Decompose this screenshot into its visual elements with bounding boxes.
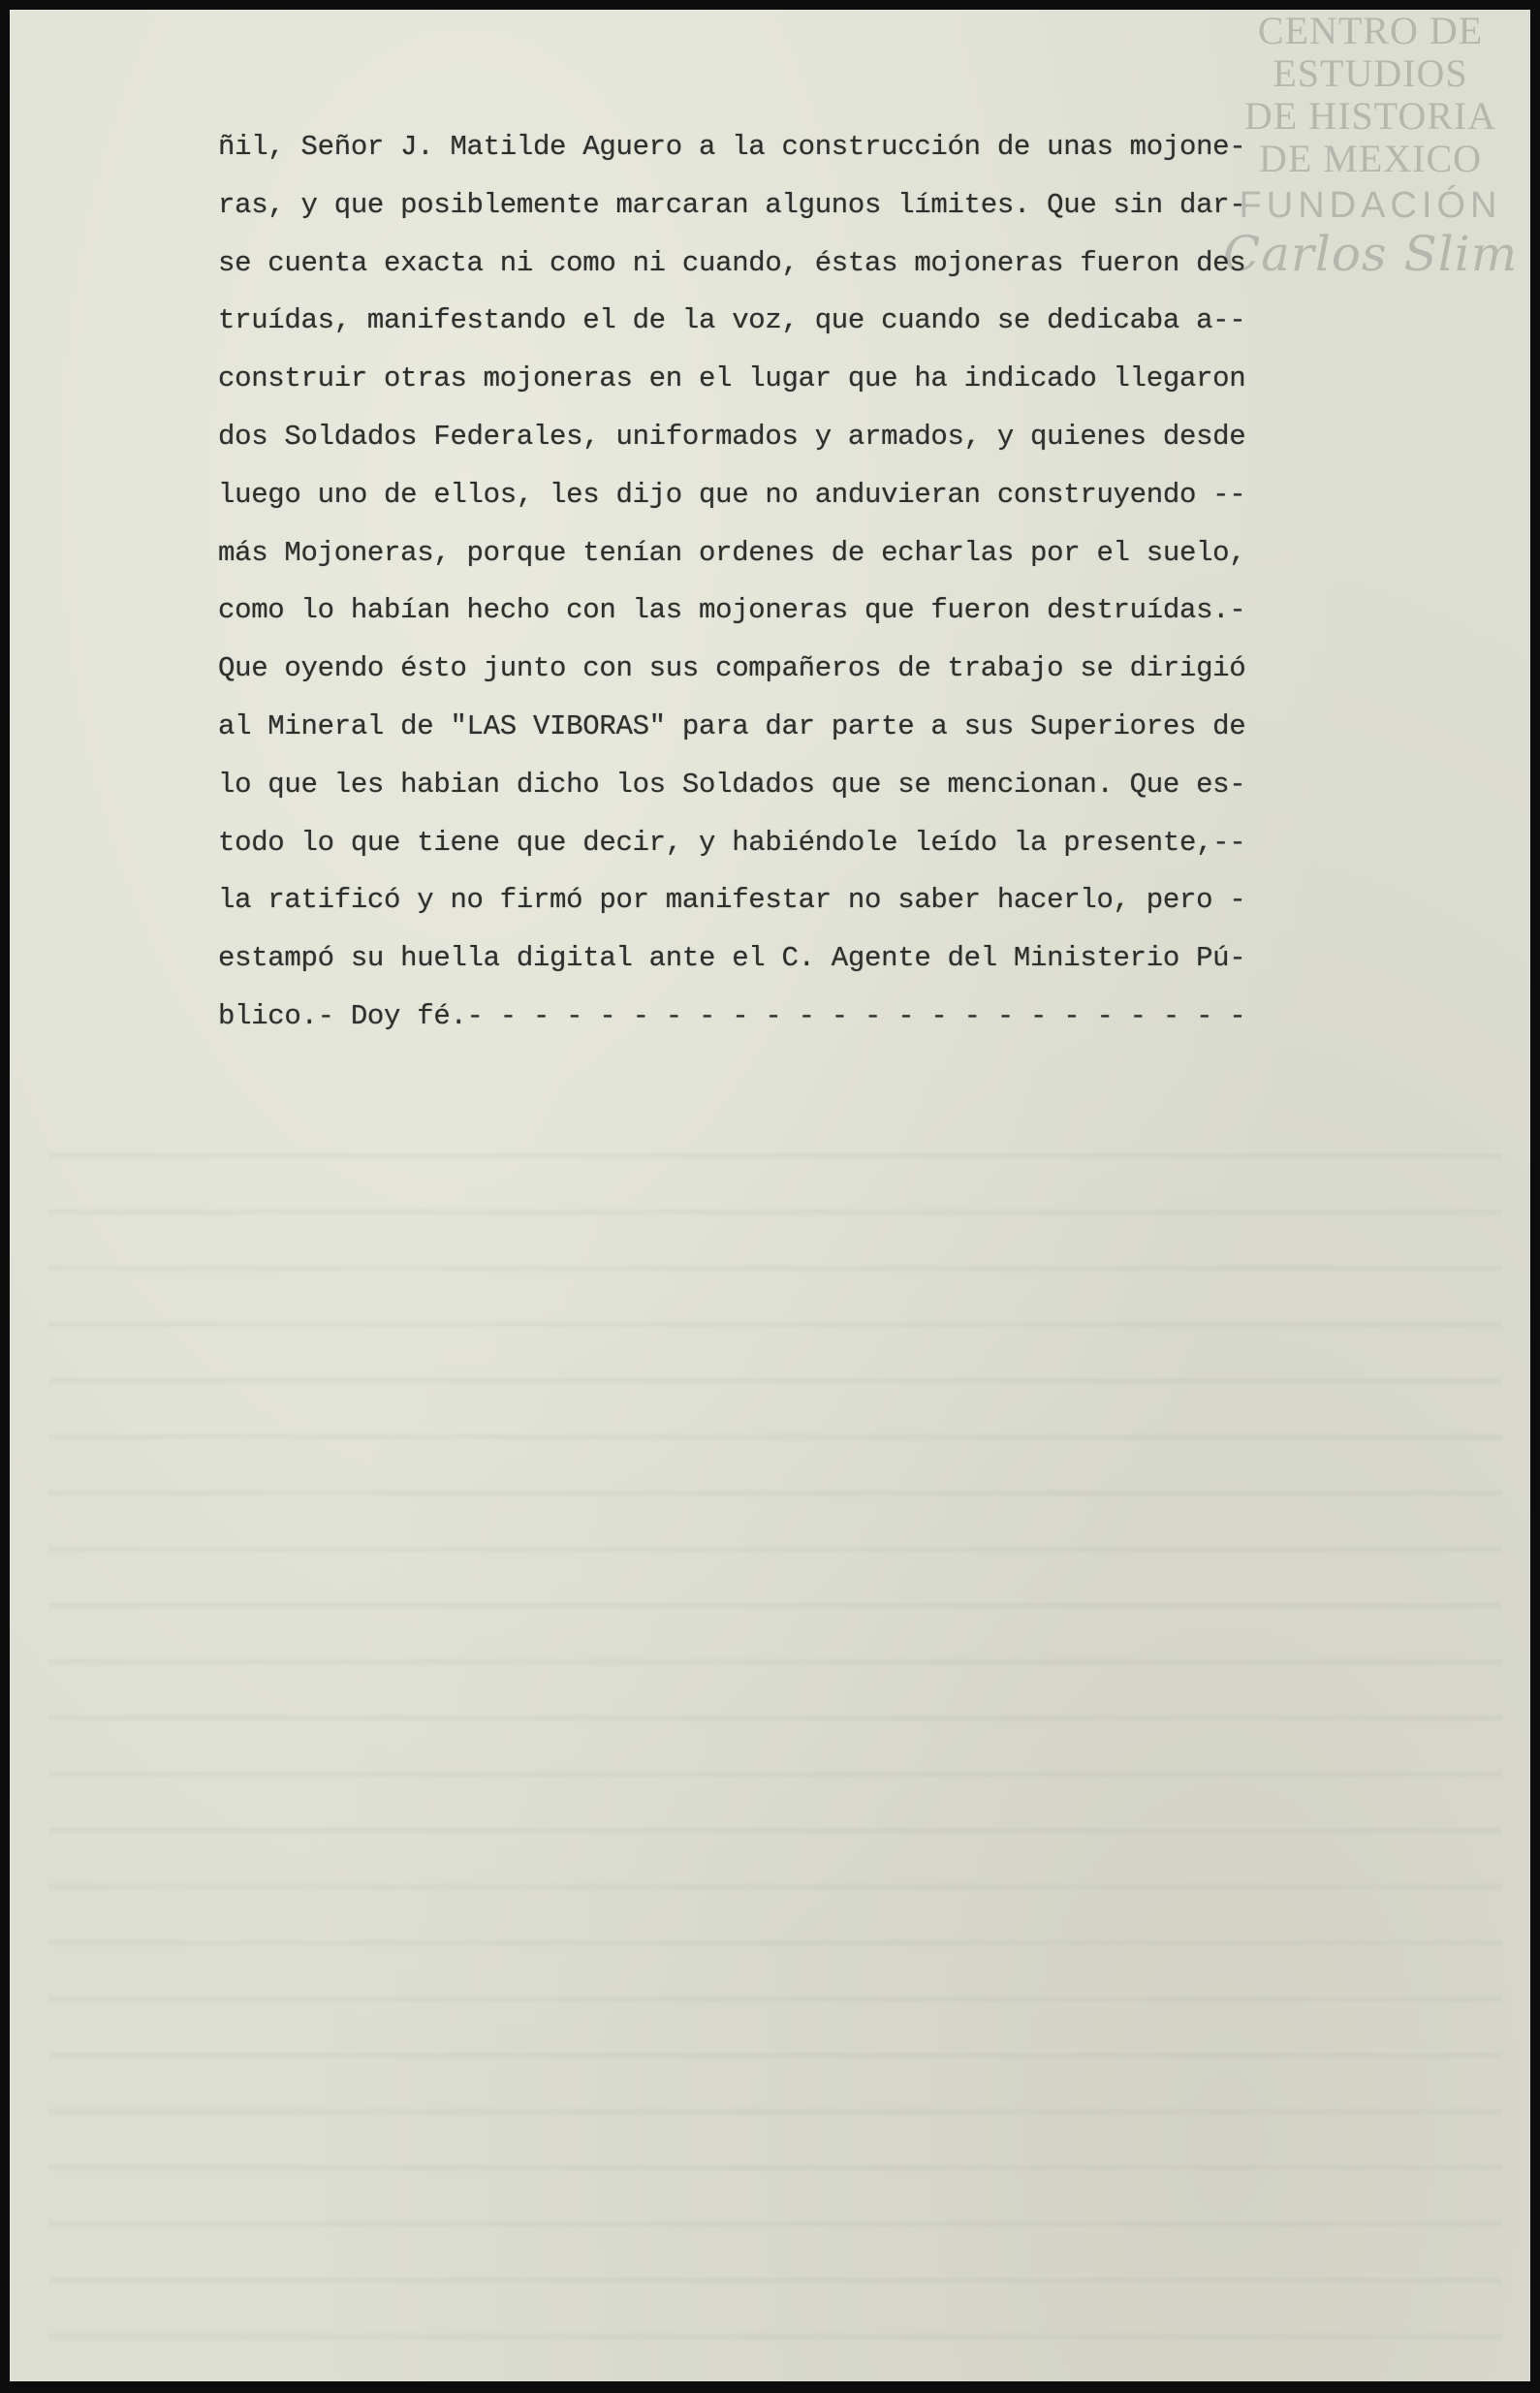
watermark-line-1: CENTRO DE xyxy=(1257,10,1484,52)
show-through-texture xyxy=(48,1105,1502,2365)
text-line: luego uno de ellos, les dijo que no anduvieran construyendo -- xyxy=(218,478,1246,511)
text-line: todo lo que tiene que decir, y habiéndole leído la presente,-- xyxy=(218,826,1246,859)
text-line: construir otras mojoneras en el lugar que ha indicado llegaron xyxy=(218,362,1246,395)
text-line: se cuenta exacta ni como ni cuando, éstas mojoneras fueron des xyxy=(218,246,1246,279)
text-line: al Mineral de "LAS VIBORAS" para dar parte a sus Superiores de xyxy=(218,709,1246,742)
watermark-line-4: DE MEXICO xyxy=(1258,137,1483,180)
text-line: como lo habían hecho con las mojoneras que fueron destruídas.- xyxy=(218,594,1246,627)
watermark-signature: Carlos Slim xyxy=(1222,226,1519,282)
text-line: la ratificó y no firmó por manifestar no saber hacerlo, pero - xyxy=(218,884,1246,917)
watermark-line-3: DE HISTORIA xyxy=(1243,94,1497,138)
typed-text-body xyxy=(218,118,1362,1046)
text-line: más Mojoneras, porque tenían ordenes de echarlas por el suelo, xyxy=(218,536,1246,569)
watermark-line-5: FUNDACIÓN xyxy=(1239,185,1502,226)
watermark-line-2: ESTUDIOS xyxy=(1273,51,1468,95)
text-line: ñil, Señor J. Matilde Aguero a la construcción de unas mojone- xyxy=(218,131,1246,163)
text-line: Que oyendo ésto junto con sus compañeros de trabajo se dirigió xyxy=(218,652,1246,685)
text-line: blico.- Doy fé.- - - - - - - - - - - - - - - - - - - - - - - - xyxy=(218,999,1246,1032)
text-line: estampó su huella digital ante el C. Agente del Ministerio Pú- xyxy=(218,942,1246,975)
text-line: truídas, manifestando el de la voz, que cuando se dedicaba a-- xyxy=(218,304,1246,337)
text-line: ras, y que posiblemente marcaran algunos límites. Que sin dar- xyxy=(218,188,1246,221)
text-line: lo que les habian dicho los Soldados que se mencionan. Que es- xyxy=(218,768,1246,801)
text-line: dos Soldados Federales, uniformados y armados, y quienes desde xyxy=(218,420,1246,453)
document-page xyxy=(10,10,1530,2381)
